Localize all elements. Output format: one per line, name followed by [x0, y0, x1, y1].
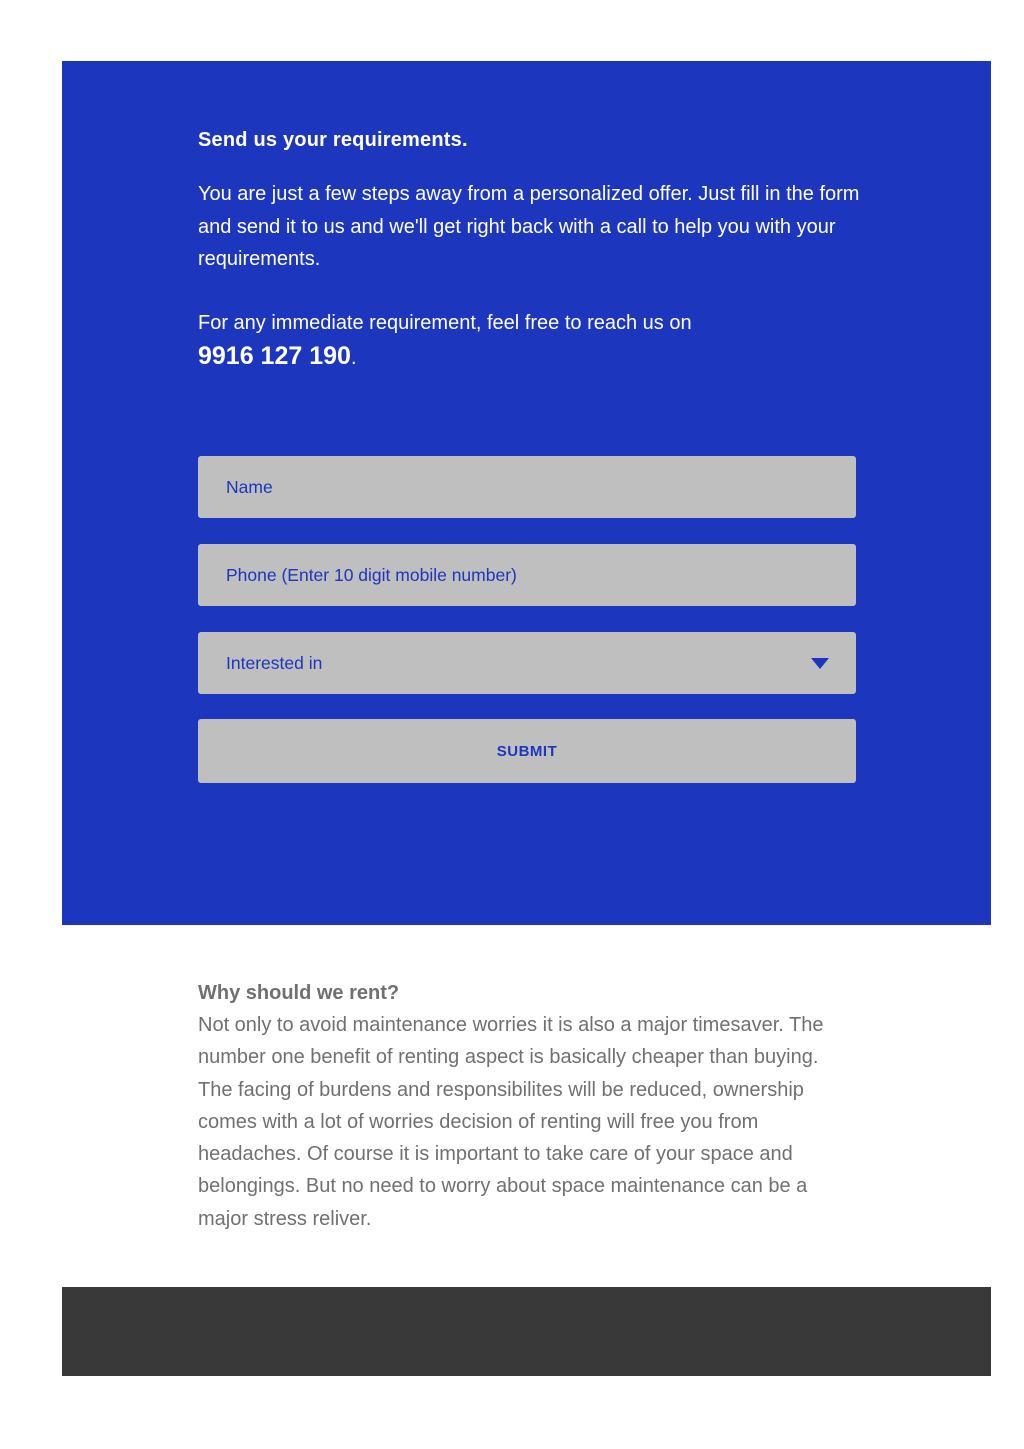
phone-input[interactable]	[226, 565, 826, 586]
interested-in-value: Interested in	[226, 652, 323, 673]
name-input[interactable]	[226, 477, 826, 498]
immediate-contact-label: For any immediate requirement, feel free to reach us on	[198, 312, 692, 334]
why-rent-section	[198, 977, 858, 1235]
interested-in-select[interactable]	[198, 632, 856, 694]
contact-phone-number: 9916 127 190	[198, 341, 351, 370]
why-rent-title: Why should we rent?	[198, 982, 400, 1004]
phone-field-wrapper	[198, 544, 856, 606]
contact-phone-suffix: .	[350, 346, 357, 369]
requirements-form-section	[62, 61, 991, 925]
name-field-wrapper	[198, 456, 856, 518]
why-rent-body: Not only to avoid maintenance worries it is also a major timesaver. The number one benefit of renting aspect is basically cheaper than buying. The facing of burdens and responsibilites will be reduced, ownership comes with a lot of worries decision of renting will free you from headaches. Of course it is important to take care of your space and belongings. But no need to worry about space maintenance can be a major stress reliver.	[198, 1014, 824, 1230]
form-intro-text: You are just a few steps away from a personalized offer. Just fill in the form and send it to us and we'll get right back with a call to help you with your requirements.	[198, 183, 860, 270]
caret-down-icon	[811, 658, 829, 669]
submit-button[interactable]: SUBMIT	[198, 719, 856, 783]
form-heading: Send us your requirements.	[198, 129, 468, 151]
footer-bar	[62, 1287, 991, 1376]
immediate-contact-text	[198, 307, 863, 374]
